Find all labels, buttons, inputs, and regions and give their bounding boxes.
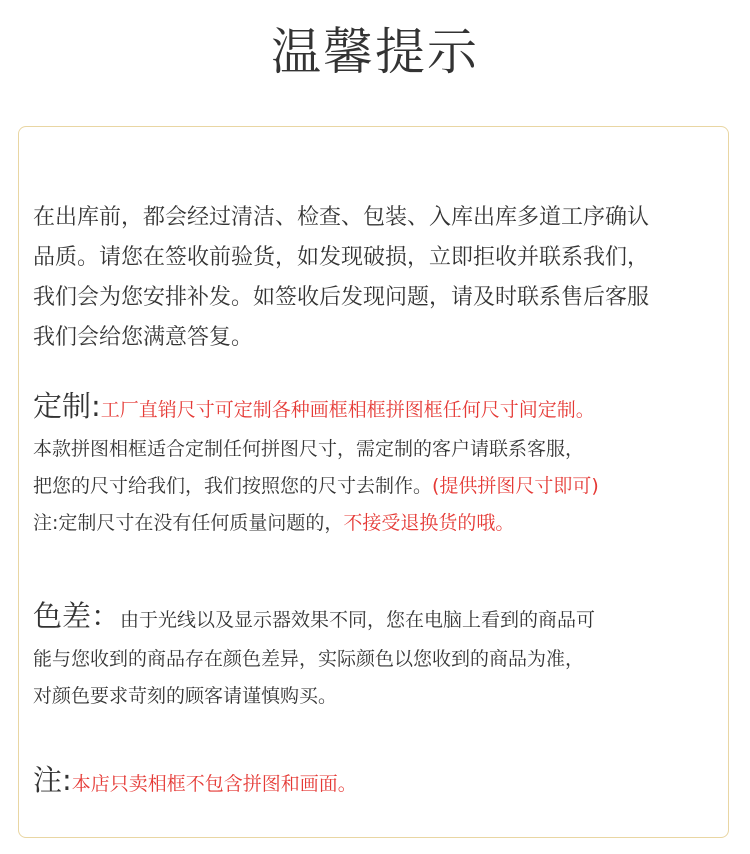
custom-line: 本款拼图相框适合定制任何拼图尺寸，需定制的客户请联系客服，	[33, 438, 585, 460]
custom-line-text: 注:定制尺寸在没有任何质量问题的，	[33, 512, 344, 534]
custom-highlight: 工厂直销尺寸可定制各种画框相框拼图框任何尺寸间定制。	[100, 399, 595, 421]
color-diff-line: 由于光线以及显示器效果不同，您在电脑上看到的商品可	[120, 609, 596, 631]
color-diff-line: 能与您收到的商品存在颜色差异，实际颜色以您收到的商品为准，	[33, 648, 585, 670]
intro-line: 我们会为您安排补发。如签收后发现问题，请及时联系售后客服	[33, 285, 650, 310]
custom-line	[33, 505, 733, 542]
custom-heading: 定制:	[33, 389, 101, 423]
intro-paragraph	[33, 198, 733, 358]
page-title: 温馨提示	[271, 23, 479, 81]
intro-line: 品质。请您在签收前验货，如发现破损，立即拒收并联系我们，	[33, 245, 650, 270]
note-section	[33, 760, 733, 805]
note-highlight: 本店只卖相框不包含拼图和画面。	[71, 773, 357, 795]
note-heading-line	[33, 760, 733, 805]
intro-line: 我们会给您满意答复。	[33, 325, 254, 350]
custom-section	[33, 386, 733, 542]
custom-line-highlight: 不接受退换货的哦。	[343, 512, 515, 534]
color-diff-heading-line	[33, 596, 733, 641]
custom-line	[33, 468, 733, 505]
custom-line-highlight: (提供拼图尺寸即可)	[432, 475, 599, 497]
note-heading: 注:	[33, 763, 72, 797]
color-diff-heading: 色差：	[33, 599, 121, 633]
custom-line-text: 把您的尺寸给我们，我们按照您的尺寸去制作。	[33, 475, 433, 497]
color-diff-section	[33, 596, 733, 715]
custom-heading-line	[33, 386, 733, 431]
color-diff-line: 对颜色要求苛刻的顾客请谨慎购买。	[33, 685, 338, 707]
intro-line: 在出库前，都会经过清洁、检查、包装、入库出库多道工序确认	[33, 205, 650, 230]
